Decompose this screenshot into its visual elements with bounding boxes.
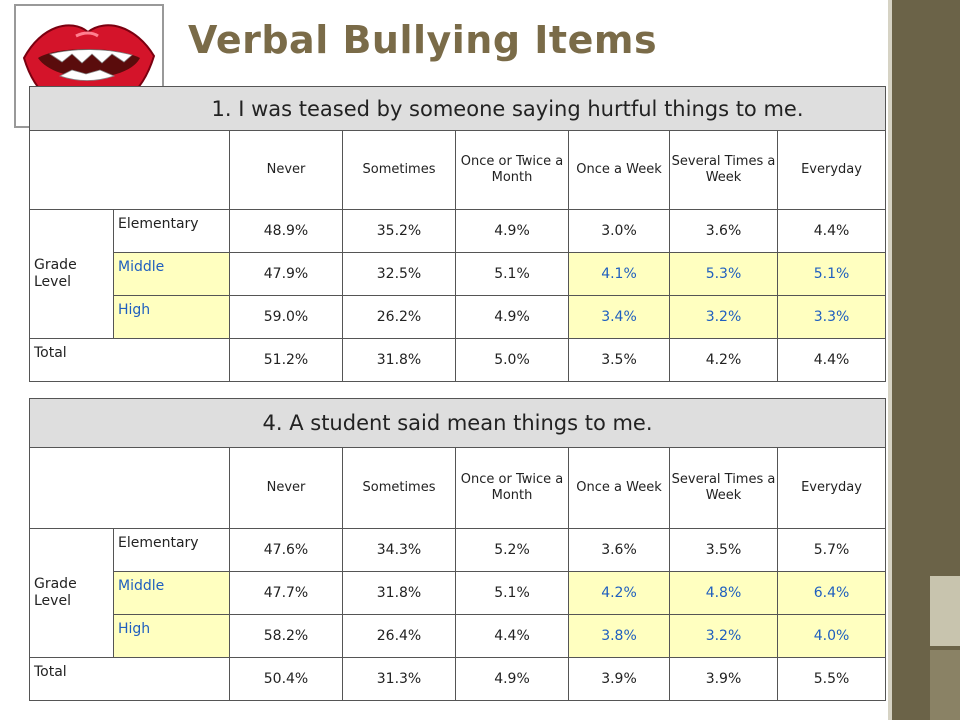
table-cell: 3.8% <box>569 615 670 658</box>
table-cell: 4.4% <box>456 615 569 658</box>
decorative-sidebar-edge <box>888 0 892 720</box>
column-header: Once a Week <box>569 448 670 529</box>
header-blank-cell <box>30 448 230 529</box>
table-cell: 59.0% <box>230 296 343 339</box>
column-header: Everyday <box>778 131 886 210</box>
column-header: Sometimes <box>343 448 456 529</box>
table-cell: 3.5% <box>569 339 670 382</box>
table-cell: 5.7% <box>778 529 886 572</box>
column-header: Once or Twice a Month <box>456 448 569 529</box>
table-cell: 5.2% <box>456 529 569 572</box>
column-header: Once a Week <box>569 131 670 210</box>
table-cell: 3.2% <box>670 615 778 658</box>
table-cell: 4.4% <box>778 210 886 253</box>
table-cell: 3.5% <box>670 529 778 572</box>
table-cell: 47.6% <box>230 529 343 572</box>
table-cell: 3.0% <box>569 210 670 253</box>
table-cell: 47.7% <box>230 572 343 615</box>
table-cell: 32.5% <box>343 253 456 296</box>
group-label: Grade Level <box>30 529 114 658</box>
table-cell: 3.4% <box>569 296 670 339</box>
column-header: Never <box>230 448 343 529</box>
table-cell: 4.4% <box>778 339 886 382</box>
frequency-table-2 <box>29 398 886 701</box>
column-header: Several Times a Week <box>670 131 778 210</box>
decorative-accent-light <box>930 576 960 646</box>
header-blank-cell <box>30 131 230 210</box>
question-heading: 1. I was teased by someone saying hurtful things to me. <box>30 87 886 131</box>
table-cell: 34.3% <box>343 529 456 572</box>
table-cell: 26.4% <box>343 615 456 658</box>
row-label: High <box>114 296 230 339</box>
table-cell: 3.2% <box>670 296 778 339</box>
total-label: Total <box>30 658 230 701</box>
table-cell: 48.9% <box>230 210 343 253</box>
row-label: Middle <box>114 572 230 615</box>
table-cell: 4.2% <box>569 572 670 615</box>
table-cell: 26.2% <box>343 296 456 339</box>
row-label: Elementary <box>114 529 230 572</box>
column-header: Once or Twice a Month <box>456 131 569 210</box>
table-cell: 6.4% <box>778 572 886 615</box>
table-cell: 4.9% <box>456 296 569 339</box>
table-cell: 4.1% <box>569 253 670 296</box>
page-title: Verbal Bullying Items <box>188 18 658 62</box>
table-cell: 51.2% <box>230 339 343 382</box>
column-header: Everyday <box>778 448 886 529</box>
table-cell: 50.4% <box>230 658 343 701</box>
total-row <box>30 658 886 701</box>
row-label: Elementary <box>114 210 230 253</box>
column-header: Sometimes <box>343 131 456 210</box>
decorative-accent-dark <box>930 650 960 720</box>
table-cell: 5.0% <box>456 339 569 382</box>
table-cell: 58.2% <box>230 615 343 658</box>
table-cell: 31.8% <box>343 339 456 382</box>
table-cell: 5.1% <box>456 253 569 296</box>
table-row <box>30 296 886 339</box>
group-label: Grade Level <box>30 210 114 339</box>
table-row <box>30 529 886 572</box>
table-cell: 4.9% <box>456 658 569 701</box>
total-row <box>30 339 886 382</box>
table-cell: 3.9% <box>569 658 670 701</box>
table-row <box>30 615 886 658</box>
table-cell: 35.2% <box>343 210 456 253</box>
row-label: High <box>114 615 230 658</box>
table-row <box>30 572 886 615</box>
table-cell: 3.6% <box>670 210 778 253</box>
table-row <box>30 210 886 253</box>
table-cell: 31.3% <box>343 658 456 701</box>
table-cell: 31.8% <box>343 572 456 615</box>
table-cell: 4.0% <box>778 615 886 658</box>
table-cell: 3.6% <box>569 529 670 572</box>
column-header: Never <box>230 131 343 210</box>
table-cell: 47.9% <box>230 253 343 296</box>
table-cell: 5.1% <box>456 572 569 615</box>
table-row <box>30 253 886 296</box>
frequency-table-1 <box>29 86 886 382</box>
table-cell: 3.3% <box>778 296 886 339</box>
table-cell: 4.8% <box>670 572 778 615</box>
column-header: Several Times a Week <box>670 448 778 529</box>
row-label: Middle <box>114 253 230 296</box>
table-cell: 5.5% <box>778 658 886 701</box>
total-label: Total <box>30 339 230 382</box>
question-heading: 4. A student said mean things to me. <box>30 399 886 448</box>
table-cell: 5.1% <box>778 253 886 296</box>
table-cell: 3.9% <box>670 658 778 701</box>
table-cell: 4.9% <box>456 210 569 253</box>
table-cell: 5.3% <box>670 253 778 296</box>
table-cell: 4.2% <box>670 339 778 382</box>
